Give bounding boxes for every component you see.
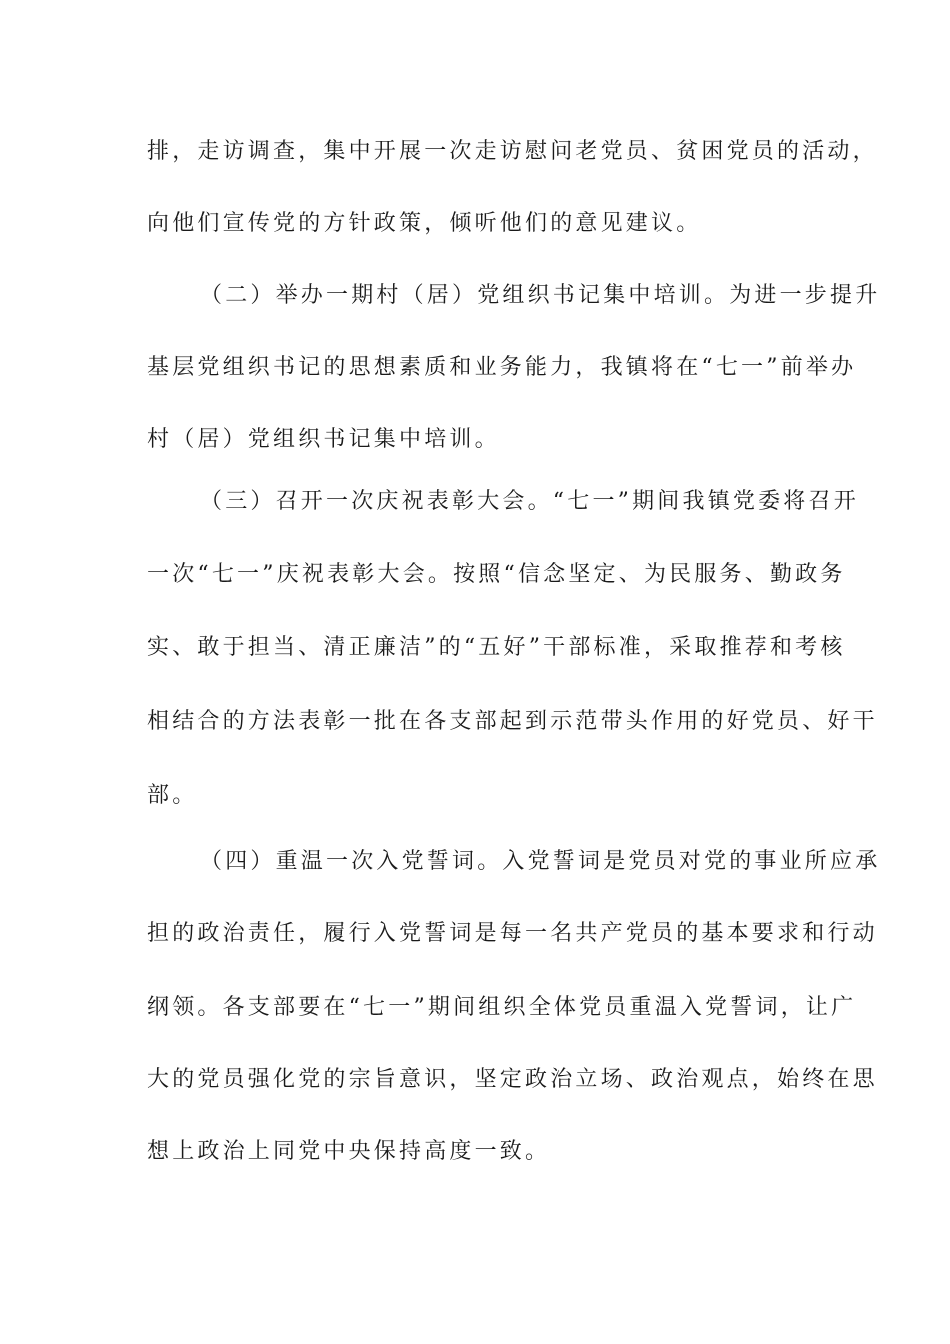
- paragraph-line: 担的政治责任，履行入党誓词是每一名共产党员的基本要求和行动: [147, 921, 878, 946]
- paragraph-line: 相结合的方法表彰一批在各支部起到示范带头作用的好党员、好干: [147, 709, 878, 734]
- paragraph-line: 纲领。各支部要在“七一”期间组织全体党员重温入党誓词，让广: [147, 995, 857, 1020]
- paragraph-line: 向他们宣传党的方针政策，倾听他们的意见建议。: [147, 211, 702, 236]
- paragraph-line: 村（居）党组织书记集中培训。: [147, 427, 500, 452]
- paragraph-line: 实、敢于担当、清正廉洁”的“五好”干部标准，采取推荐和考核: [147, 635, 846, 660]
- section-heading-line: （二）举办一期村（居）党组织书记集中培训。为进一步提升: [200, 283, 881, 308]
- paragraph-line: 排，走访调查，集中开展一次走访慰问老党员、贫困党员的活动，: [147, 139, 878, 164]
- paragraph-line: 一次“七一”庆祝表彰大会。按照“信念坚定、为民服务、勤政务: [147, 562, 846, 587]
- paragraph-line: 基层党组织书记的思想素质和业务能力，我镇将在“七一”前举办: [147, 355, 857, 380]
- paragraph-line: 想上政治上同党中央保持高度一致。: [147, 1139, 551, 1164]
- paragraph-line: 大的党员强化党的宗旨意识，坚定政治立场、政治观点，始终在思: [147, 1067, 878, 1092]
- section-heading-line: （四）重温一次入党誓词。入党誓词是党员对党的事业所应承: [200, 849, 881, 874]
- section-heading-line: （三）召开一次庆祝表彰大会。“七一”期间我镇党委将召开: [200, 489, 859, 514]
- paragraph-line: 部。: [147, 783, 198, 808]
